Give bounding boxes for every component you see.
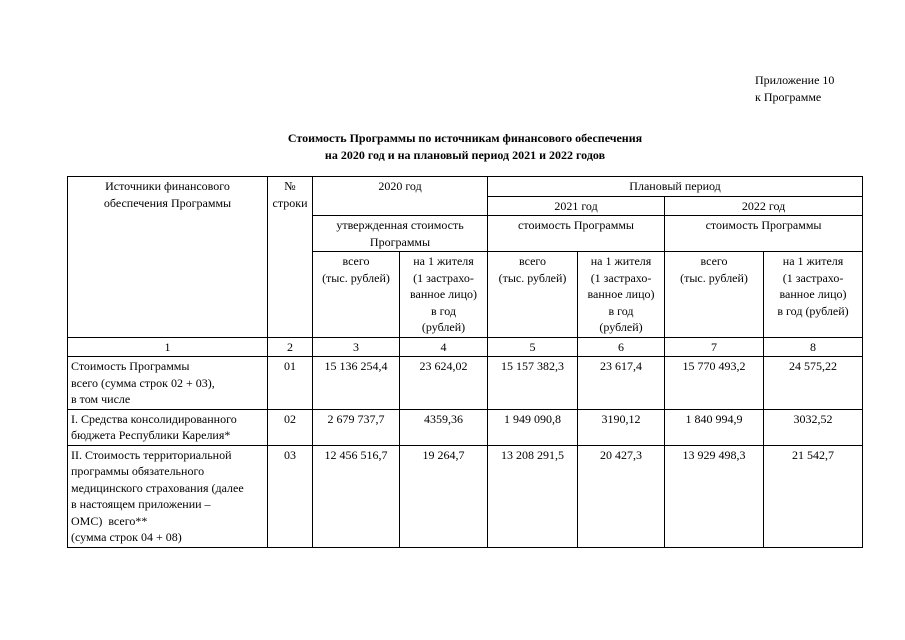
header-text: № [284, 179, 296, 193]
header-text: на 1 жителя [590, 254, 652, 268]
cell-2022-per-resident: 21 542,7 [764, 445, 863, 547]
column-number-row [68, 337, 863, 357]
cell-2022-per-resident: 24 575,22 [764, 357, 863, 410]
header-per-resident-2020 [400, 252, 488, 338]
cell-2021-per-resident: 23 617,4 [578, 357, 665, 410]
column-number: 4 [400, 337, 488, 357]
column-number: 6 [578, 337, 665, 357]
column-number: 3 [313, 337, 400, 357]
cell-2020-total: 12 456 516,7 [313, 445, 400, 547]
row-label [68, 357, 268, 410]
row-label-line: I. Средства консолидированного [71, 411, 237, 426]
table-row [68, 357, 863, 410]
cell-2022-total: 1 840 994,9 [665, 409, 764, 445]
appendix-note [755, 72, 834, 106]
header-text: ванное лицо) [410, 287, 477, 301]
header-year-2022: 2022 год [665, 196, 863, 216]
header-text: утвержденная стоимость [336, 218, 464, 232]
cell-2020-total: 2 679 737,7 [313, 409, 400, 445]
header-row-1 [68, 177, 863, 197]
header-text: в год [608, 303, 634, 318]
cell-2021-total: 1 949 090,8 [488, 409, 578, 445]
header-total-2022 [665, 252, 764, 338]
header-text: всего [700, 254, 728, 268]
header-text: в год [430, 303, 457, 318]
row-label-line: программы обязательного [71, 464, 205, 478]
header-text: всего [519, 254, 547, 268]
header-text: на 1 жителя [413, 254, 474, 268]
appendix-line: к Программе [755, 90, 822, 104]
cell-2020-total: 15 136 254,4 [313, 357, 400, 410]
column-number: 2 [268, 337, 313, 357]
header-text: (рублей) [599, 320, 643, 334]
header-text: (рублей) [421, 320, 466, 334]
row-label-line: (сумма строк 04 + 08) [71, 530, 182, 544]
header-planned-period: Плановый период [488, 177, 863, 197]
header-text: (1 застрахо- [413, 270, 474, 285]
title-line: на 2020 год и на плановый период 2021 и 2022 годов [324, 148, 606, 162]
header-text: всего [342, 254, 370, 268]
header-text: на 1 жителя [782, 254, 844, 268]
cell-2021-total: 13 208 291,5 [488, 445, 578, 547]
cell-2020-per-resident: 4359,36 [400, 409, 488, 445]
header-text: (тыс. рублей) [322, 270, 390, 285]
cell-2022-total: 13 929 498,3 [665, 445, 764, 547]
header-text: ванное лицо) [779, 287, 847, 301]
row-number: 03 [268, 445, 313, 547]
header-total-2021 [488, 252, 578, 338]
row-label-line: II. Стоимость территориальной [71, 447, 232, 462]
row-label-line: в том числе [71, 392, 131, 406]
column-number: 5 [488, 337, 578, 357]
header-text: Программы [369, 234, 431, 249]
row-label-line: ОМС) всего** [71, 513, 148, 528]
header-program-cost-2022: стоимость Программы [665, 216, 863, 252]
header-text: (тыс. рублей) [498, 270, 567, 285]
header-year-2020: 2020 год [313, 177, 488, 216]
header-text: (1 застрахо- [590, 270, 652, 285]
program-cost-table [67, 176, 863, 548]
cell-2022-per-resident: 3032,52 [764, 409, 863, 445]
title-line: Стоимость Программы по источникам финансового обеспечения [287, 131, 643, 145]
row-label [68, 445, 268, 547]
cell-2021-per-resident: 20 427,3 [578, 445, 665, 547]
cell-2021-total: 15 157 382,3 [488, 357, 578, 410]
row-label-line: Стоимость Программы [71, 359, 190, 373]
header-per-resident-2021 [578, 252, 665, 338]
header-text: (тыс. рублей) [680, 270, 748, 285]
column-number: 1 [68, 337, 268, 357]
header-text: Источники финансового [105, 179, 230, 193]
header-text: ванное лицо) [587, 287, 655, 301]
cell-2022-total: 15 770 493,2 [665, 357, 764, 410]
header-per-resident-2022 [764, 252, 863, 338]
table-row [68, 409, 863, 445]
row-number: 01 [268, 357, 313, 410]
cell-2020-per-resident: 19 264,7 [400, 445, 488, 547]
row-label-line: в настоящем приложении – [71, 497, 211, 511]
header-text: строки [272, 195, 308, 210]
header-source [68, 177, 268, 338]
table-row [68, 445, 863, 547]
row-label-line: всего (сумма строк 02 + 03), [71, 375, 215, 390]
header-year-2021: 2021 год [488, 196, 665, 216]
column-number: 8 [764, 337, 863, 357]
cell-2020-per-resident: 23 624,02 [400, 357, 488, 410]
row-label [68, 409, 268, 445]
document-title [200, 130, 730, 164]
header-text: обеспечения Программы [103, 195, 232, 210]
appendix-line: Приложение 10 [755, 73, 835, 87]
column-number: 7 [665, 337, 764, 357]
header-approved-cost [313, 216, 488, 252]
row-number: 02 [268, 409, 313, 445]
row-label-line: бюджета Республики Карелия* [71, 428, 231, 442]
header-text: в год (рублей) [777, 303, 849, 318]
cell-2021-per-resident: 3190,12 [578, 409, 665, 445]
header-text: (1 застрахо- [782, 270, 844, 285]
header-row-number [268, 177, 313, 338]
header-total-2020 [313, 252, 400, 338]
row-label-line: медицинского страхования (далее [71, 480, 244, 495]
header-program-cost-2021: стоимость Программы [488, 216, 665, 252]
